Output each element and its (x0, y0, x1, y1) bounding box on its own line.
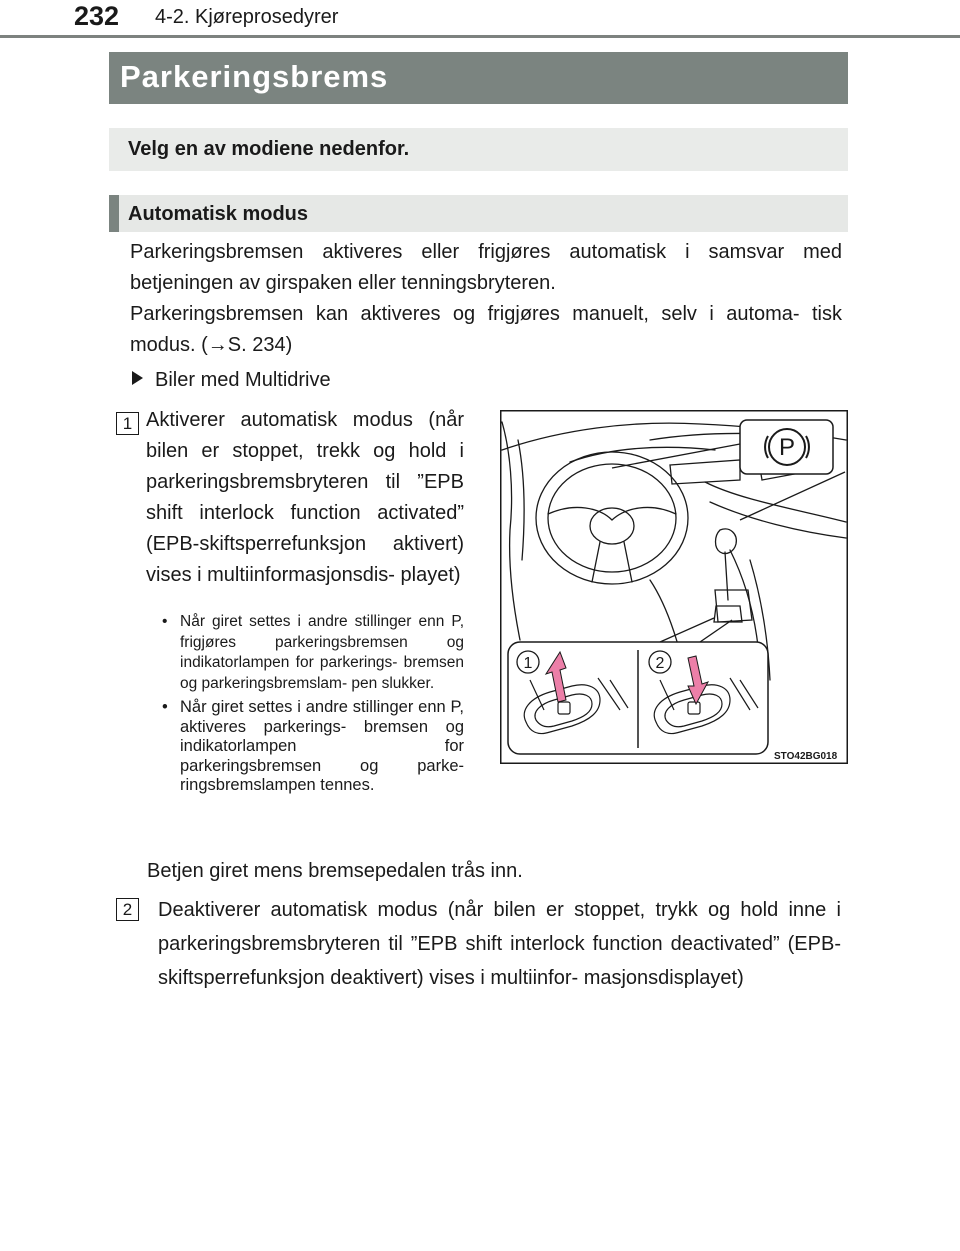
p-symbol: P (778, 434, 796, 461)
step-number-1: 1 (116, 412, 139, 435)
header-rule (0, 35, 960, 38)
page-number: 232 (74, 1, 120, 31)
subsection-title: Automatisk modus (128, 203, 309, 225)
step-1-bullets (160, 612, 464, 796)
bullet-apply: • Når giret settes i andre stillinger enn P, aktiveres parkerings- bremsen og indikatorlampen for parkeringsbremsen og parke- ringsbremslampen tennes. (160, 698, 464, 796)
intro-text: Velg en av modiene nedenfor. (128, 138, 410, 160)
parking-brake-illustration (500, 410, 848, 764)
variant-label: Biler med Multidrive (155, 369, 331, 391)
variant-heading (132, 366, 331, 394)
paragraph-manual: Parkeringsbremsen kan aktiveres og frigjøres manuelt, selv i automa- tisk modus. (→S. 234) (130, 303, 842, 356)
bullet-release: • Når giret settes i andre stillinger enn P, frigjøres parkeringsbremsen og indikatorlampen for parkerings- bremsen og parkeringsbremslam- pen slukker. (160, 612, 464, 694)
page-title: Parkeringsbrems (120, 59, 389, 94)
figure-label-2: 2 (655, 655, 665, 672)
step-2-text: Deaktiverer automatisk modus (når bilen er stoppet, trykk og hold inne i parkeringsbremsbryteren til ”EPB shift interlock function deactivated” (EPB-skiftsperrefunksjon deaktivert) vises i multiinfor- masjonsdisplayet) (158, 899, 841, 989)
paragraph-automatic: Parkeringsbremsen aktiveres eller frigjøres automatisk i samsvar med betjeningen av girspaken eller tenningsbryteren. (130, 241, 842, 294)
shift-note: Betjen giret mens bremsepedalen trås inn. (147, 860, 523, 882)
step-1-text: Aktiverer automatisk modus (når bilen er stoppet, trekk og hold i parkeringsbremsbryteren til ”EPB shift interlock function activated” (EPB-skiftsperrefunksjon aktivert) vises i multiinformasjonsdis- playet) (146, 409, 464, 586)
figure-label-1: 1 (523, 655, 533, 672)
section-label: 4-2. Kjøreprosedyrer (155, 6, 339, 28)
step-number-2: 2 (116, 898, 139, 921)
triangle-marker-icon (132, 371, 143, 385)
figure-code: STO42BG018 (774, 751, 838, 762)
